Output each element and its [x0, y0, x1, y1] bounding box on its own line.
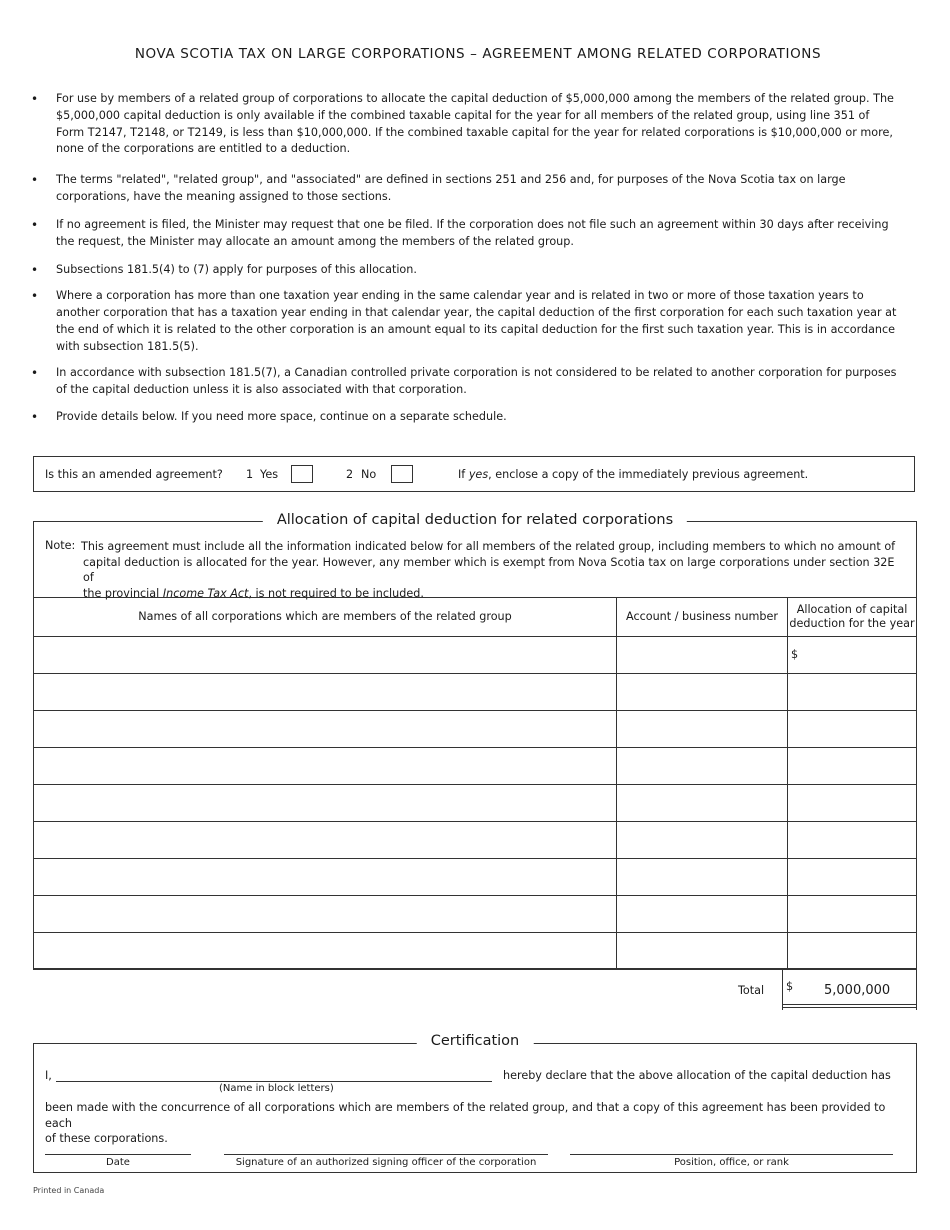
instruction-item: • The terms "related", "related group", and "associated" are defined in sections 251 and 256 and, for purposes of the Nova Scotia tax on large corporations, have the meaning assigned to those sections. — [30, 172, 900, 206]
allocation-cell[interactable] — [788, 711, 917, 748]
note-3-post: , is not required to be included. — [248, 587, 424, 601]
signature-line[interactable] — [224, 1154, 548, 1155]
account-number-cell[interactable] — [617, 748, 788, 785]
cert-body-line-2: of these corporations. — [45, 1132, 168, 1145]
table-row — [34, 674, 917, 711]
certification-title: Certification — [417, 1033, 534, 1049]
allocation-cell[interactable] — [788, 674, 917, 711]
amended-agreement-box — [33, 456, 915, 492]
date-line[interactable] — [45, 1154, 191, 1155]
total-dollar-sign: $ — [786, 980, 794, 993]
account-number-cell[interactable] — [617, 822, 788, 859]
note-3-pre: the provincial — [83, 587, 160, 601]
no-label: No — [361, 468, 377, 481]
col-header-account: Account / business number — [617, 598, 788, 637]
account-number-cell[interactable] — [617, 785, 788, 822]
cert-i: I, — [45, 1069, 52, 1082]
corporation-name-cell[interactable] — [34, 896, 617, 933]
note-line-1: This agreement must include all the information indicated below for all members of the related group, including members to which no amount of — [81, 540, 896, 553]
corporation-name-cell[interactable] — [34, 748, 617, 785]
date-caption: Date — [106, 1157, 130, 1168]
amended-note-pre: If — [458, 468, 466, 481]
col-alloc-line-2: deduction for the year — [789, 617, 915, 630]
related-corporations-table — [33, 597, 917, 970]
account-number-cell[interactable] — [617, 933, 788, 970]
table-row — [34, 785, 917, 822]
account-number-cell[interactable] — [617, 711, 788, 748]
table-row — [34, 859, 917, 896]
yes-label: Yes — [260, 468, 279, 481]
instruction-item: • Provide details below. If you need more space, continue on a separate schedule. — [30, 409, 900, 426]
cert-body — [45, 1100, 905, 1147]
allocation-section — [33, 512, 917, 969]
allocation-note — [81, 539, 901, 602]
printed-in-canada: Printed in Canada — [33, 1186, 105, 1195]
corporation-name-cell[interactable] — [34, 933, 617, 970]
note-3-italic: Income Tax Act — [162, 587, 249, 601]
total-underline — [783, 1004, 916, 1005]
note-label: Note: — [45, 539, 76, 552]
instruction-item: • Subsections 181.5(4) to (7) apply for purposes of this allocation. — [30, 262, 900, 279]
form-title: NOVA SCOTIA TAX ON LARGE CORPORATIONS – AGREEMENT AMONG RELATED CORPORATIONS — [134, 46, 822, 62]
col-header-allocation — [788, 598, 917, 637]
name-line[interactable] — [56, 1081, 492, 1082]
allocation-cell[interactable] — [788, 637, 917, 674]
instructions-list — [30, 91, 900, 426]
total-label: Total — [738, 984, 765, 997]
allocation-cell[interactable] — [788, 859, 917, 896]
position-line[interactable] — [570, 1154, 893, 1155]
cert-declare: hereby declare that the above allocation of the capital deduction has — [503, 1069, 891, 1082]
name-caption: (Name in block letters) — [219, 1083, 334, 1094]
account-number-cell[interactable] — [617, 896, 788, 933]
allocation-cell[interactable] — [788, 785, 917, 822]
table-row — [34, 637, 917, 674]
instruction-item: • In accordance with subsection 181.5(7), a Canadian controlled private corporation is not considered to be related to another corporation for purposes of the capital deduction unless it is also associated with that corporation. — [30, 365, 900, 399]
signature-caption: Signature of an authorized signing officer of the corporation — [235, 1157, 537, 1168]
amended-note — [458, 468, 808, 481]
corporation-name-cell[interactable] — [34, 711, 617, 748]
certification-section — [33, 1033, 917, 1173]
allocation-title: Allocation of capital deduction for related corporations — [263, 512, 687, 528]
yes-number: 1 — [246, 468, 254, 481]
cert-body-line-1: been made with the concurrence of all corporations which are members of the related group, and that a copy of this agreement has been provided to each — [45, 1101, 886, 1130]
amended-note-italic: yes — [468, 468, 489, 481]
allocation-cell[interactable] — [788, 933, 917, 970]
table-row — [34, 711, 917, 748]
account-number-cell[interactable] — [617, 859, 788, 896]
allocation-cell[interactable] — [788, 748, 917, 785]
instruction-item: • For use by members of a related group of corporations to allocate the capital deduction of $5,000,000 among the members of the related group. The $5,000,000 capital deduction is only available if the combined taxable capital for the year for all members of the related group, using line 351 of Form T2147, T2148, or T2149, is less than $10,000,000. If the combined taxable capital for the year for related corporations is $10,000,000 or more, none of the corporations are entitled to a deduction. — [30, 91, 900, 158]
total-double-underline — [783, 1007, 916, 1008]
table-row — [34, 822, 917, 859]
table-row — [34, 933, 917, 970]
allocation-cell[interactable] — [788, 896, 917, 933]
no-checkbox[interactable] — [391, 465, 413, 483]
col-header-names: Names of all corporations which are members of the related group — [34, 598, 617, 637]
instruction-item: • Where a corporation has more than one taxation year ending in the same calendar year and is related in two or more of those taxation years to another corporation that has a taxation year ending in that calendar year, the capital deduction of the first corporation for each such taxation year at the end of which it is related to the other corporation is an amount equal to its capital deduction for the first such taxation year. This is in accordance with subsection 181.5(5). — [30, 288, 900, 355]
dollar-sign: $ — [791, 648, 799, 661]
col-alloc-line-1: Allocation of capital — [796, 602, 908, 616]
corporation-name-cell[interactable] — [34, 859, 617, 896]
yes-checkbox[interactable] — [291, 465, 313, 483]
corporation-name-cell[interactable] — [34, 674, 617, 711]
table-row — [34, 748, 917, 785]
allocation-cell[interactable] — [788, 822, 917, 859]
total-field[interactable] — [782, 969, 917, 1010]
amended-question: Is this an amended agreement? — [45, 468, 223, 481]
no-number: 2 — [346, 468, 354, 481]
account-number-cell[interactable] — [617, 674, 788, 711]
total-value: 5,000,000 — [824, 983, 891, 998]
instruction-item: • If no agreement is filed, the Minister may request that one be filed. If the corporation does not file such an agreement within 30 days after receiving the request, the Minister may allocate an amount among the members of the related group. — [30, 217, 900, 251]
corporation-name-cell[interactable] — [34, 822, 617, 859]
position-caption: Position, office, or rank — [674, 1157, 789, 1168]
corporation-name-cell[interactable] — [34, 785, 617, 822]
table-row — [34, 896, 917, 933]
corporation-name-cell[interactable] — [34, 637, 617, 674]
note-line-2: capital deduction is allocated for the year. However, any member which is exempt from Nova Scotia tax on large corporations under section 32E of — [83, 555, 895, 585]
amended-note-post: , enclose a copy of the immediately previous agreement. — [488, 468, 809, 481]
account-number-cell[interactable] — [617, 637, 788, 674]
